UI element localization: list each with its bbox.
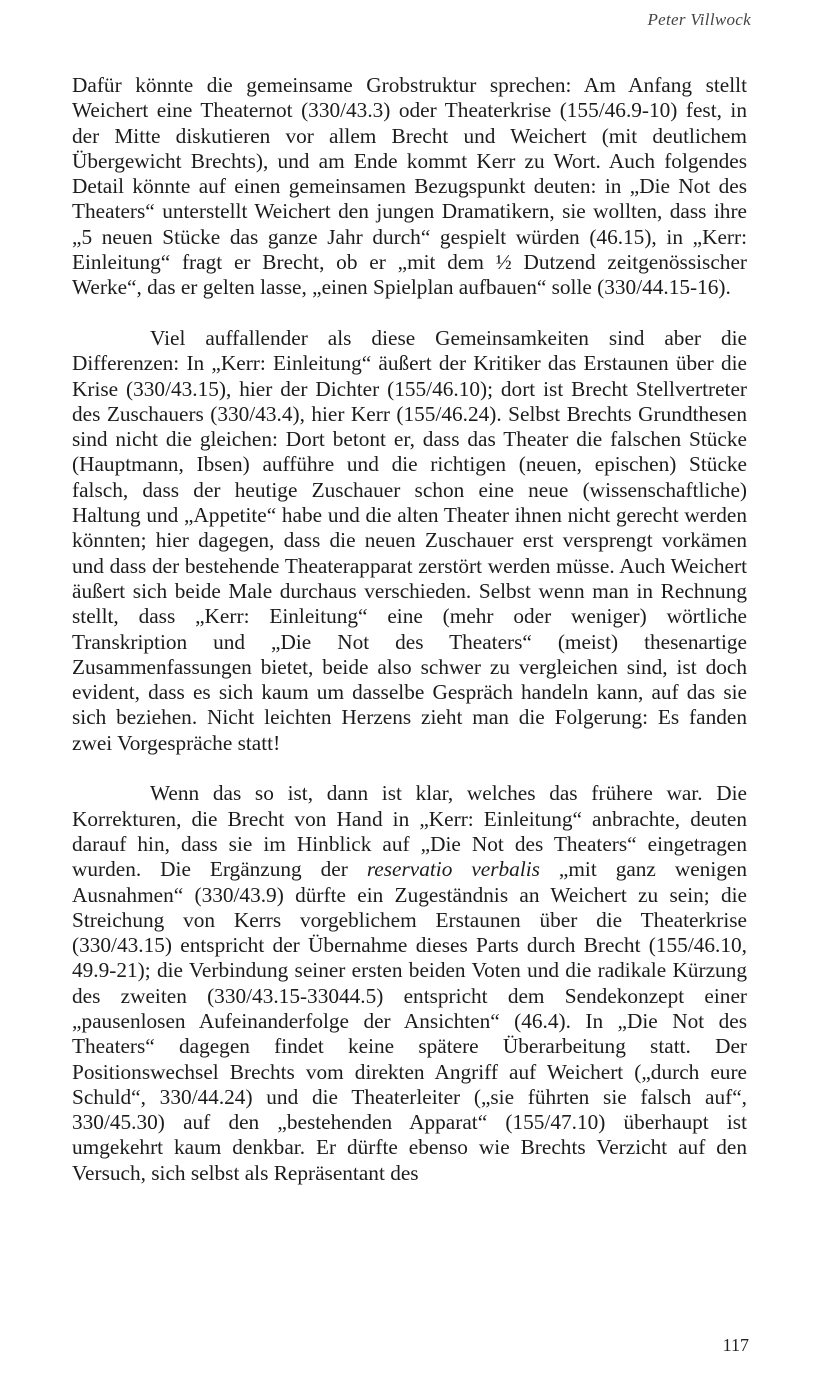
paragraph-3: [72, 781, 747, 1186]
running-head-author: Peter Villwock: [647, 10, 751, 29]
paragraph-1: Dafür könnte die gemeinsame Grobstruktur sprechen: Am Anfang stellt Weichert eine Theaternot (330/43.3) oder Theaterkrise (155/46.9-10) fest, in der Mitte diskutieren vor allem Brecht und Weichert (mit deutlichem Übergewicht Brechts), und am Ende kommt Kerr zu Wort. Auch folgendes Detail könnte auf einen gemeinsamen Bezugspunkt deuten: in „Die Not des Theaters“ unterstellt Weichert den jungen Dramatikern, sie wollten, dass ihre „5 neuen Stücke das ganze Jahr durch“ gespielt würden (46.15), in „Kerr: Einleitung“ fragt er Brecht, ob er „mit dem ½ Dutzend zeitgenössischer Werke“, das er gelten lasse, „einen Spielplan aufbauen“ solle (330/44.15-16).: [72, 73, 747, 300]
page-number: 117: [722, 1335, 749, 1355]
italic-phrase-reservatio-verbalis: reservatio verbalis: [366, 857, 540, 882]
paragraph-2: Viel auffallender als diese Gemeinsamkeiten sind aber die Differenzen: In „Kerr: Einleitung“ äußert der Kritiker das Erstaunen über die Krise (330/43.15), hier der Dichter (155/46.10); dort ist Brecht Stellvertreter des Zuschauers (330/43.4), hier Kerr (155/46.24). Selbst Brechts Grundthesen sind nicht die gleichen: Dort betont er, dass das Theater die falschen Stücke (Hauptmann, Ibsen) aufführe und die richtigen (neuen, epischen) Stücke falsch, dass der heutige Zuschauer schon eine neue (wissenschaftliche) Haltung und „Appetite“ habe und die alten Theater ihnen nicht gerecht werden könnten; hier dagegen, dass die neuen Zuschauer erst versprengt vorkämen und dass der bestehende Theaterapparat zerstört werden müsse. Auch Weichert äußert sich beide Male durchaus verschieden. Selbst wenn man in Rechnung stellt, dass „Kerr: Einleitung“ eine (mehr oder weniger) wörtliche Transkription und „Die Not des Theaters“ (meist) thesenartige Zusammenfassungen bietet, beide also schwer zu vergleichen sind, ist doch evident, dass es sich kaum um dasselbe Gespräch handeln kann, auf das sie sich beziehen. Nicht leichten Herzens zieht man die Folgerung: Es fanden zwei Vorgespräche statt!: [72, 325, 747, 755]
paragraph-3-text-before: Wenn das so ist, dann ist klar, welches das frühere war. Die Korrekturen, die Brecht von Hand in „Kerr: Einleitung“ anbrachte, deuten darauf hin, dass sie im Hinblick auf „Die Not des Theaters“ eingetragen wurden. Die Ergänzung der: [72, 781, 747, 882]
body-text: [72, 73, 747, 1186]
paragraph-3-text-after: „mit ganz wenigen Ausnahmen“ (330/43.9) dürfte ein Zugeständnis an Weichert zu sein; die Streichung von Kerrs vorgeblichem Erstaunen über die Theaterkrise (330/43.15) entspricht der Übernahme dieses Parts durch Brecht (155/46.10, 49.9-21); die Verbindung seiner ersten beiden Voten und die radikale Kürzung des zweiten (330/43.15-33044.5) entspricht dem Sendekonzept einer „pausenlosen Aufeinanderfolge der Ansichten“ (46.4). In „Die Not des Theaters“ dagegen findet keine spätere Überarbeitung statt. Der Positionswechsel Brechts vom direkten Angriff auf Weichert („durch eure Schuld“, 330/44.24) und die Theaterleiter („sie führten sie falsch auf“, 330/45.30) auf den „bestehenden Apparat“ (155/47.10) überhaupt ist umgekehrt kaum denkbar. Er dürfte ebenso wie Brechts Verzicht auf den Versuch, sich selbst als Repräsentant des: [72, 857, 747, 1185]
